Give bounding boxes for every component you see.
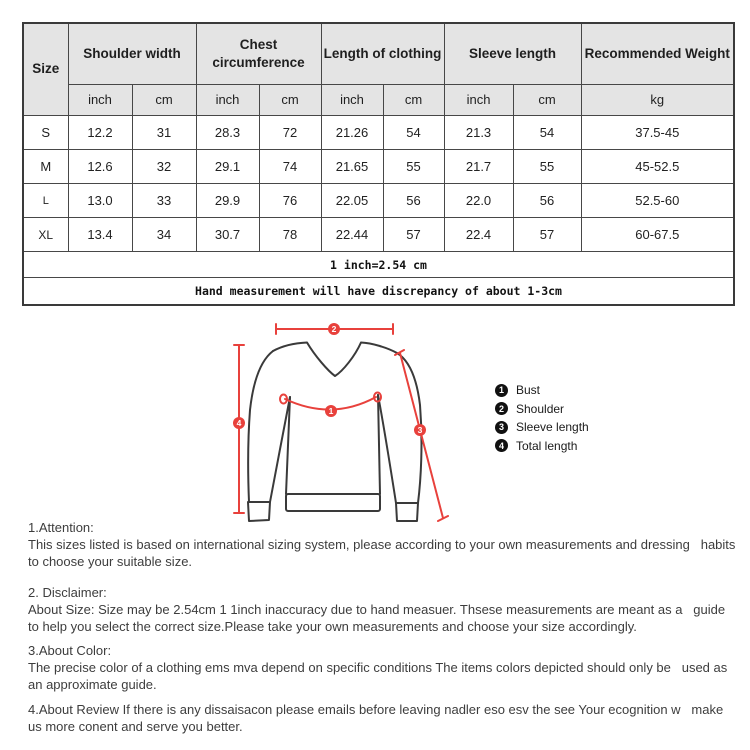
size-label: M: [23, 150, 68, 184]
table-header-row: [23, 23, 734, 85]
marker-3-digit: 3: [417, 425, 423, 435]
col-header-shoulder-width: Shoulder width: [68, 23, 196, 85]
legend-label: Shoulder: [516, 401, 565, 416]
inch-conversion-note: 1 inch=2.54 cm: [23, 252, 734, 278]
table-cell: 56: [513, 184, 581, 218]
circled-4-icon: 4: [495, 439, 508, 452]
notes-section: [28, 519, 738, 749]
table-cell: 13.4: [68, 218, 132, 252]
table-row: [23, 218, 734, 252]
col-header-size: Size: [23, 23, 68, 116]
table-cell: 30.7: [196, 218, 259, 252]
table-cell: 12.2: [68, 116, 132, 150]
table-cell: 22.4: [444, 218, 513, 252]
table-cell: 22.0: [444, 184, 513, 218]
table-cell: 55: [383, 150, 444, 184]
circled-1-icon: 1: [495, 384, 508, 397]
size-table: [22, 22, 735, 306]
hand-measurement-note: Hand measurement will have discrepancy of about 1-3cm: [23, 278, 734, 306]
sweater-outline: [248, 343, 421, 522]
legend-label: Total length: [516, 438, 578, 453]
table-cell: 33: [132, 184, 196, 218]
legend-label: Sleeve length: [516, 420, 589, 435]
unit-cell: cm: [132, 85, 196, 116]
legend-item-shoulder: [495, 400, 589, 419]
table-cell: 29.9: [196, 184, 259, 218]
col-header-chest-circumference: Chest circumference: [196, 23, 321, 85]
measurement-markers: [233, 323, 426, 436]
unit-cell: cm: [259, 85, 321, 116]
note-body: The precise color of a clothing ems mva depend on specific conditions The items colors depicted should only be used as an approximate guide.: [28, 660, 731, 692]
legend-item-total-length: [495, 437, 589, 456]
unit-cell: cm: [513, 85, 581, 116]
table-cell: 74: [259, 150, 321, 184]
table-units-row: [23, 85, 734, 116]
table-row: [23, 116, 734, 150]
unit-cell: cm: [383, 85, 444, 116]
table-cell: 52.5-60: [581, 184, 734, 218]
table-cell: 32: [132, 150, 196, 184]
table-cell: 56: [383, 184, 444, 218]
note-body: 4.About Review If there is any dissaisacon please emails before leaving nadler eso esv the see Your ecognition w make us more conent and serve you better.: [28, 702, 727, 734]
col-header-length-of-clothing: Length of clothing: [321, 23, 444, 85]
table-cell: 12.6: [68, 150, 132, 184]
table-cell: 45-52.5: [581, 150, 734, 184]
note-about-color: [28, 642, 738, 693]
table-cell: 21.26: [321, 116, 383, 150]
table-cell: 21.7: [444, 150, 513, 184]
table-cell: 13.0: [68, 184, 132, 218]
unit-cell: inch: [321, 85, 383, 116]
table-cell: 31: [132, 116, 196, 150]
note-body: This sizes listed is based on international sizing system, please according to your own measurements and dressing habits to choose your suitable size.: [28, 537, 740, 569]
table-cell: 54: [383, 116, 444, 150]
col-header-sleeve-length: Sleeve length: [444, 23, 581, 85]
table-cell: 55: [513, 150, 581, 184]
marker-4-digit: 4: [236, 418, 242, 428]
measurement-legend: [495, 381, 589, 455]
size-label: L: [23, 184, 68, 218]
table-row: [23, 184, 734, 218]
note-about-review: [28, 701, 738, 735]
note-body: About Size: Size may be 2.54cm 1 1inch inaccuracy due to hand measuer. Thsese measurements are meant as a guide to help you select the correct size.Please take your own measurements and choose your size accordingly.: [28, 602, 729, 634]
marker-2-digit: 2: [331, 324, 337, 334]
unit-cell: kg: [581, 85, 734, 116]
table-cell: 29.1: [196, 150, 259, 184]
circled-3-icon: 3: [495, 421, 508, 434]
table-cell: 54: [513, 116, 581, 150]
table-footnote-row: [23, 252, 734, 278]
table-cell: 78: [259, 218, 321, 252]
table-footnote-row: [23, 278, 734, 306]
sweater-measurement-diagram: [228, 315, 478, 530]
table-cell: 57: [383, 218, 444, 252]
table-cell: 22.05: [321, 184, 383, 218]
table-cell: 60-67.5: [581, 218, 734, 252]
marker-1-digit: 1: [328, 406, 334, 416]
table-cell: 72: [259, 116, 321, 150]
measurement-lines: [234, 324, 448, 521]
legend-label: Bust: [516, 383, 541, 398]
unit-cell: inch: [68, 85, 132, 116]
table-cell: 37.5-45: [581, 116, 734, 150]
table-row: [23, 150, 734, 184]
table-cell: 34: [132, 218, 196, 252]
size-label: S: [23, 116, 68, 150]
table-cell: 21.3: [444, 116, 513, 150]
table-cell: 22.44: [321, 218, 383, 252]
note-heading: 3.About Color:: [28, 643, 112, 658]
table-cell: 57: [513, 218, 581, 252]
note-disclaimer: [28, 584, 738, 635]
legend-item-bust: [495, 381, 589, 400]
table-cell: 28.3: [196, 116, 259, 150]
col-header-recommended-weight: Recommended Weight: [581, 23, 734, 85]
size-label: XL: [23, 218, 68, 252]
note-heading: 1.Attention:: [28, 520, 94, 535]
note-attention: [28, 519, 738, 570]
table-cell: 21.65: [321, 150, 383, 184]
note-heading: 2. Disclaimer:: [28, 585, 107, 600]
legend-item-sleeve-length: [495, 418, 589, 437]
circled-2-icon: 2: [495, 402, 508, 415]
unit-cell: inch: [196, 85, 259, 116]
unit-cell: inch: [444, 85, 513, 116]
table-cell: 76: [259, 184, 321, 218]
